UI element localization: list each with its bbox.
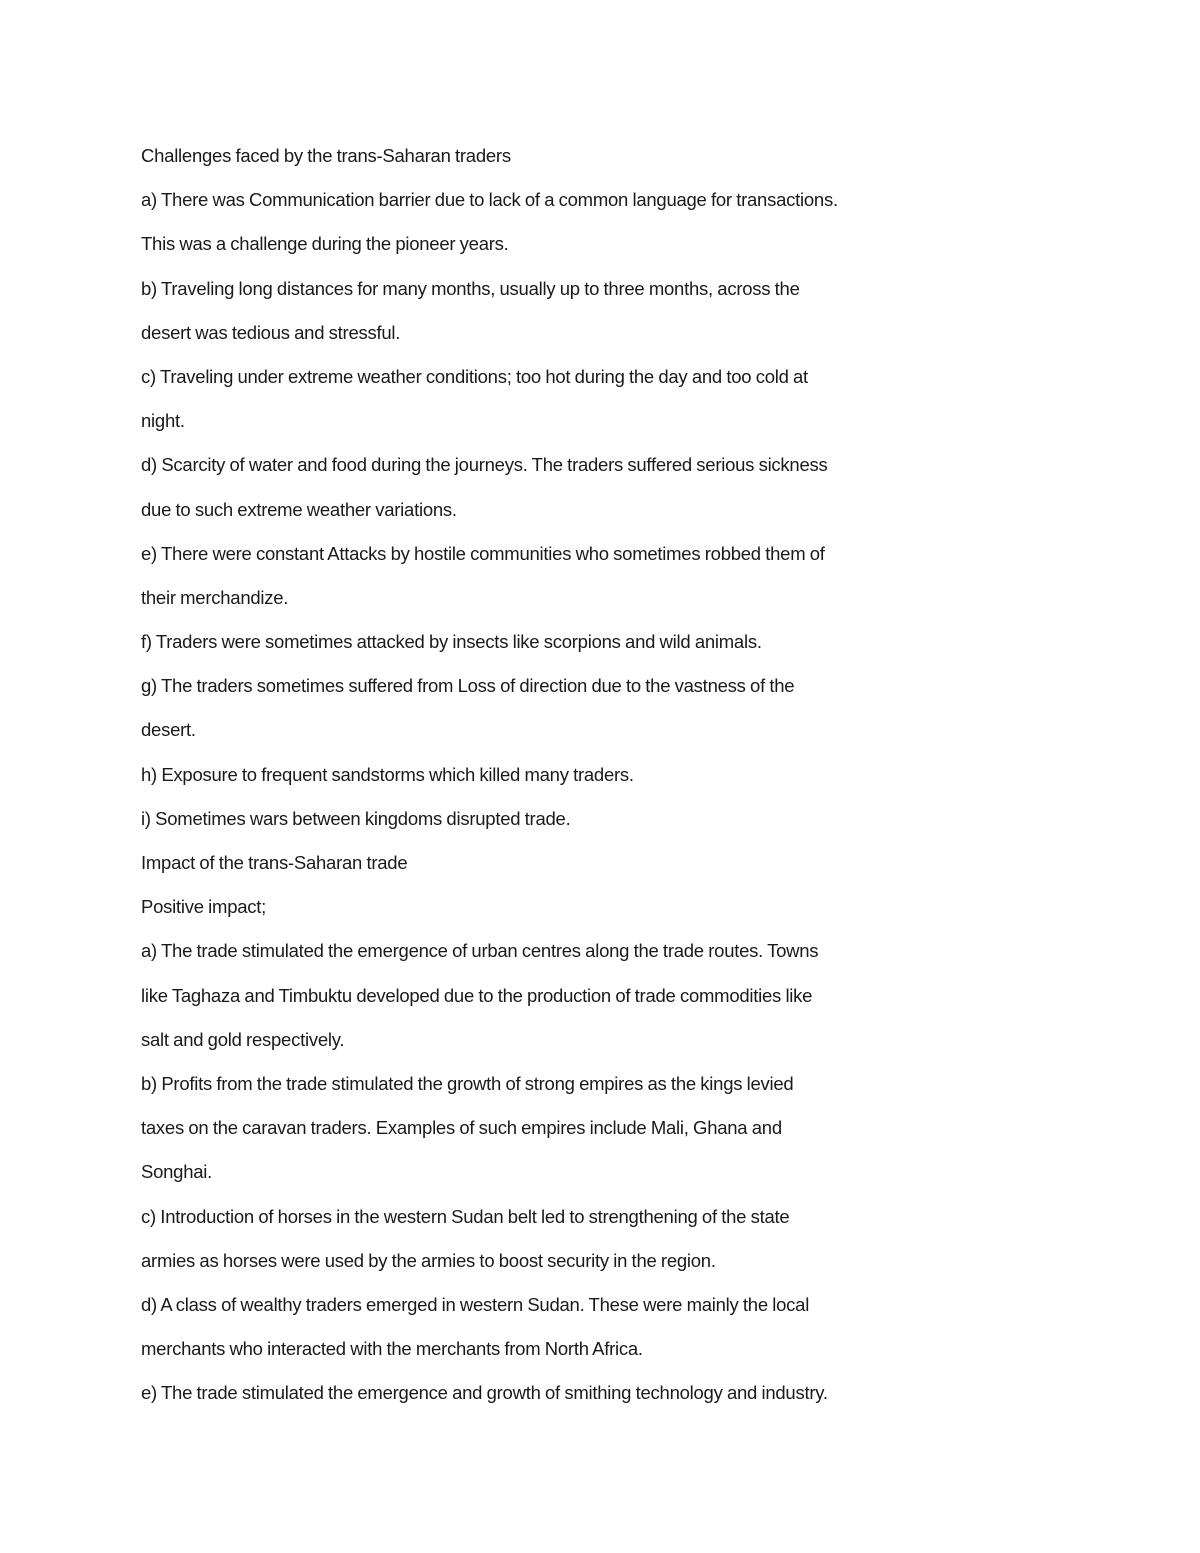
text-line: c) Introduction of horses in the western Sudan belt led to strengthening of the state (141, 1205, 790, 1227)
text-line: salt and gold respectively. (141, 1028, 345, 1050)
text-line: b) Profits from the trade stimulated the growth of strong empires as the kings levied (141, 1072, 794, 1094)
subheading-positive-impact: Positive impact; (141, 896, 267, 918)
text-line: merchants who interacted with the merchants from North Africa. (141, 1338, 643, 1360)
text-line: e) There were constant Attacks by hostile communities who sometimes robbed them of (141, 542, 825, 564)
text-line: like Taghaza and Timbuktu developed due to the production of trade commodities like (141, 984, 813, 1006)
text-line: d) A class of wealthy traders emerged in western Sudan. These were mainly the local (141, 1293, 810, 1315)
text-line: d) Scarcity of water and food during the journeys. The traders suffered serious sickness (141, 454, 828, 476)
text-line: f) Traders were sometimes attacked by insects like scorpions and wild animals. (141, 631, 762, 653)
text-line: desert. (141, 719, 196, 741)
text-line: e) The trade stimulated the emergence and growth of smithing technology and industry. (141, 1382, 828, 1404)
text-line: night. (141, 410, 185, 432)
text-line: h) Exposure to frequent sandstorms which killed many traders. (141, 763, 634, 785)
text-line: a) There was Communication barrier due to lack of a common language for transactions. (141, 189, 838, 211)
text-line: due to such extreme weather variations. (141, 498, 457, 520)
text-line: c) Traveling under extreme weather conditions; too hot during the day and too cold at (141, 365, 808, 387)
text-line: This was a challenge during the pioneer years. (141, 233, 509, 255)
document-body (141, 141, 941, 1422)
text-line: g) The traders sometimes suffered from Loss of direction due to the vastness of the (141, 675, 795, 697)
text-line: taxes on the caravan traders. Examples of such empires include Mali, Ghana and (141, 1117, 782, 1139)
text-line: i) Sometimes wars between kingdoms disrupted trade. (141, 807, 571, 829)
section-heading-challenges: Challenges faced by the trans-Saharan traders (141, 145, 511, 166)
text-line: Songhai. (141, 1161, 213, 1183)
section-heading-impact: Impact of the trans-Saharan trade (141, 852, 408, 873)
text-line: b) Traveling long distances for many months, usually up to three months, across the (141, 277, 800, 299)
text-line: desert was tedious and stressful. (141, 321, 401, 343)
text-line: armies as horses were used by the armies to boost security in the region. (141, 1249, 716, 1271)
text-line: their merchandize. (141, 586, 289, 608)
text-line: a) The trade stimulated the emergence of urban centres along the trade routes. Towns (141, 940, 819, 962)
